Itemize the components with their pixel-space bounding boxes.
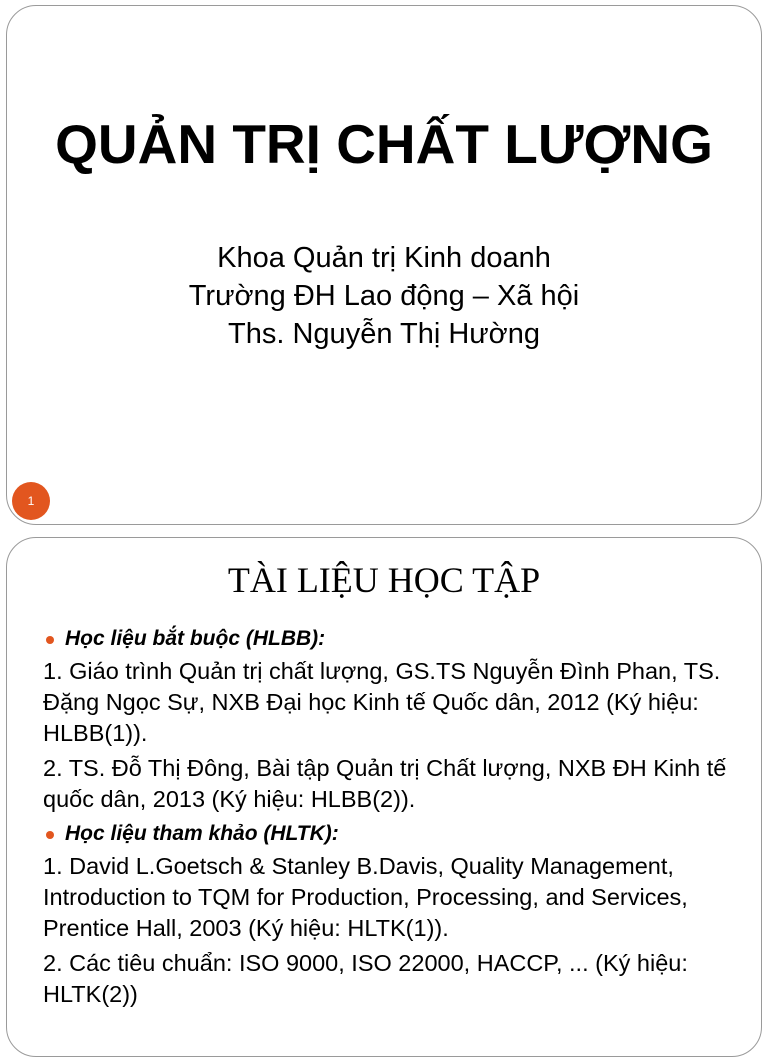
reference-item: 1. Giáo trình Quản trị chất lượng, GS.TS Nguyễn Đình Phan, TS. Đặng Ngọc Sự, NXB Đại học Kinh tế Quốc dân, 2012 (Ký hiệu: HLBB(1)). bbox=[43, 658, 721, 746]
section-heading-required bbox=[43, 624, 743, 654]
reference-item: 2. TS. Đỗ Thị Đông, Bài tập Quản trị Chất lượng, NXB ĐH Kinh tế quốc dân, 2013 (Ký hiệu: HLBB(2)). bbox=[43, 755, 727, 812]
section-heading-label: Học liệu bắt buộc (HLBB): bbox=[65, 627, 326, 650]
slide-title: TÀI LIỆU HỌC TẬP bbox=[227, 560, 541, 600]
subtitle-line-author: Ths. Nguyễn Thị Hường bbox=[228, 318, 540, 350]
page-number-badge: 1 bbox=[12, 482, 50, 520]
section-heading-label: Học liệu tham khảo (HLTK): bbox=[65, 822, 339, 845]
slide-1 bbox=[6, 5, 762, 525]
bullet-icon bbox=[46, 831, 54, 839]
section-heading-reference bbox=[43, 819, 743, 849]
slide-2 bbox=[6, 537, 762, 1057]
subtitle-line-university: Trường ĐH Lao động – Xã hội bbox=[188, 280, 580, 312]
slide-subtitle bbox=[7, 239, 761, 353]
bullet-icon bbox=[46, 636, 54, 644]
reference-item: 1. David L.Goetsch & Stanley B.Davis, Quality Management, Introduction to TQM for Production, Processing, and Services, Prentice Hall, 2003 (Ký hiệu: HLTK(1)). bbox=[43, 853, 688, 941]
slide-title: QUẢN TRỊ CHẤT LƯỢNG bbox=[55, 113, 713, 175]
slide-body bbox=[43, 624, 743, 1014]
subtitle-line-faculty: Khoa Quản trị Kinh doanh bbox=[217, 242, 551, 274]
reference-item: 2. Các tiêu chuẩn: ISO 9000, ISO 22000, HACCP, ... (Ký hiệu: HLTK(2)) bbox=[43, 950, 688, 1007]
